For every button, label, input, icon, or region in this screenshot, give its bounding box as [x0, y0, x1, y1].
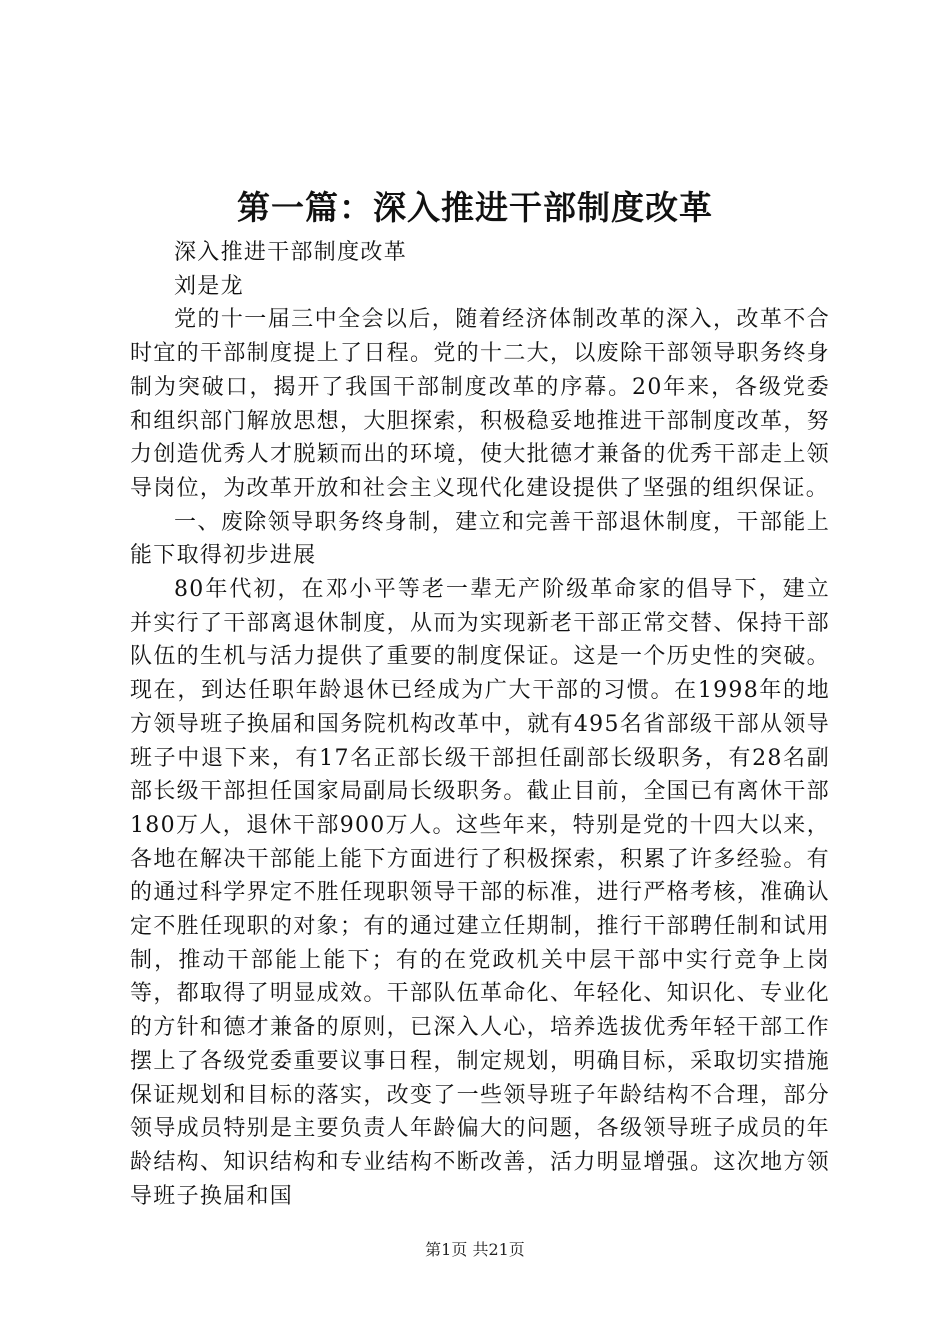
- document-title: 第一篇：深入推进干部制度改革: [237, 188, 713, 227]
- page-footer: 第1页 共21页: [425, 1240, 525, 1259]
- document-subtitle: 深入推进干部制度改革: [174, 240, 408, 265]
- document-author: 刘是龙: [174, 273, 244, 299]
- section-heading-1: 一、废除领导职务终身制，建立和完善干部退休制度，干部能上能下取得初步进展: [130, 509, 830, 569]
- paragraph-intro: 党的十一届三中全会以后，随着经济体制改革的深入，改革不合时宜的干部制度提上了日程。党的十二大，以废除干部领导职务终身制为突破口，揭开了我国干部制度改革的序幕。20年来，各级党委和组织部门解放思想，大胆探索，积极稳妥地推进干部制度改革，努力创造优秀人才脱颖而出的环境，使大批德才兼备的优秀干部走上领导岗位，为改革开放和社会主义现代化建设提供了坚强的组织保证。: [130, 307, 830, 501]
- document-body: [130, 236, 830, 1213]
- paragraph-section-1: 80年代初，在邓小平等老一辈无产阶级革命家的倡导下，建立并实行了干部离退休制度，从而为实现新老干部正常交替、保持干部队伍的生机与活力提供了重要的制度保证。这是一个历史性的突破。现在，到达任职年龄退休已经成为广大干部的习惯。在1998年的地方领导班子换届和国务院机构改革中，就有495名省部级干部从领导班子中退下来，有17名正部长级干部担任副部长级职务，有28名副部长级干部担任国家局副局长级职务。截止目前，全国已有离休干部180万人，退休干部900万人。这些年来，特别是党的十四大以来，各地在解决干部能上能下方面进行了积极探索，积累了许多经验。有的通过科学界定不胜任现职领导干部的标准，进行严格考核，准确认定不胜任现职的对象；有的通过建立任期制，推行干部聘任制和试用制，推动干部能上能下；有的在党政机关中层干部中实行竞争上岗等，都取得了明显成效。干部队伍革命化、年轻化、知识化、专业化的方针和德才兼备的原则，已深入人心，培养选拔优秀年轻干部工作摆上了各级党委重要议事日程，制定规划，明确目标，采取切实措施保证规划和目标的落实，改变了一些领导班子年龄结构不合理，部分领导成员特别是主要负责人年龄偏大的问题，各级领导班子成员的年龄结构、知识结构和专业结构不断改善，活力明显增强。这次地方领导班子换届和国: [130, 577, 830, 1209]
